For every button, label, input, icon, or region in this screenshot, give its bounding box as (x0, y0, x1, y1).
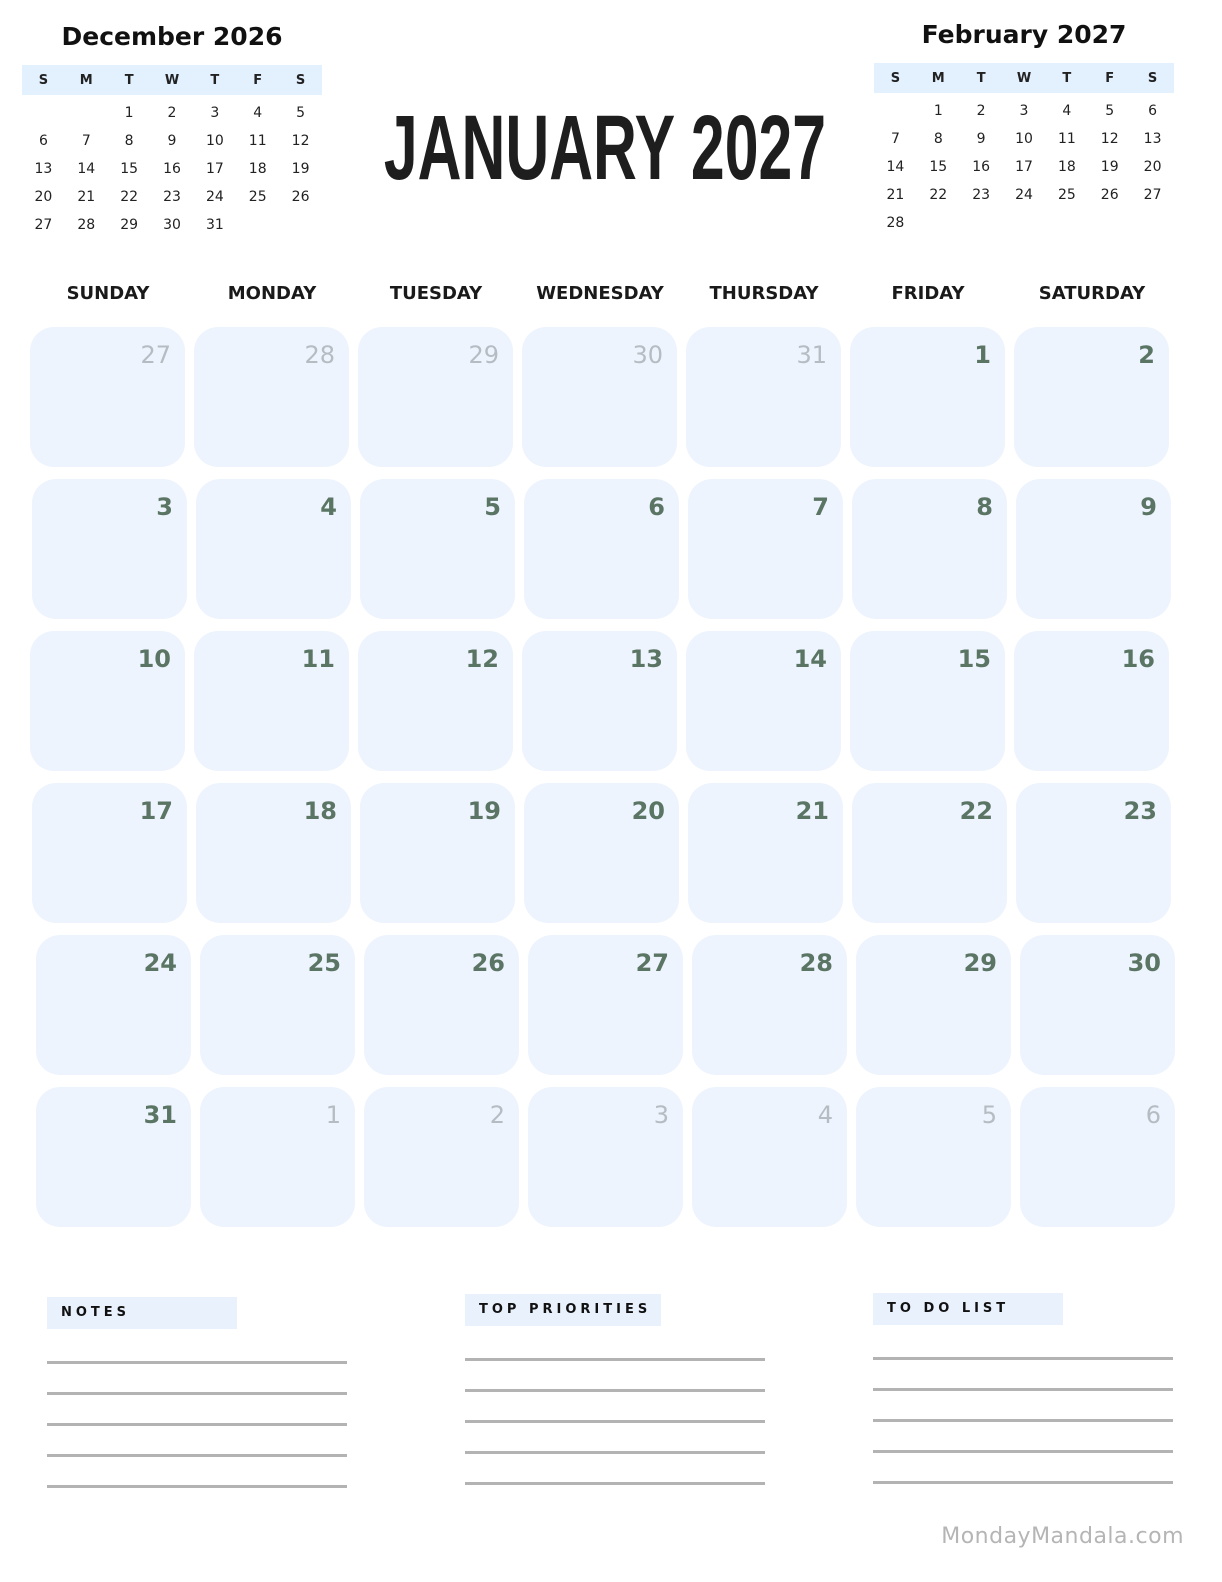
mini-day: 5 (1105, 103, 1115, 119)
todo-line[interactable] (873, 1357, 1173, 1360)
day-number: 27 (635, 949, 669, 977)
mini-day: 20 (34, 189, 53, 205)
weekday-initial: T (976, 70, 986, 86)
mini-day (874, 102, 917, 120)
day-number: 5 (484, 493, 501, 521)
day-cell[interactable] (688, 783, 843, 923)
day-cell[interactable] (686, 631, 841, 771)
mini-day: 8 (124, 133, 134, 149)
day-cell[interactable] (32, 479, 187, 619)
mini-day: 4 (253, 105, 263, 121)
brand-watermark: MondayMandala.com (941, 1524, 1184, 1549)
day-number: 20 (631, 797, 665, 825)
day-number: 5 (981, 1101, 997, 1129)
mini-day: 31 (205, 217, 224, 233)
day-number: 9 (1140, 493, 1157, 521)
priorities-line[interactable] (465, 1420, 765, 1423)
mini-day: 19 (1100, 159, 1119, 175)
day-cell[interactable] (1020, 935, 1175, 1075)
mini-calendar-december (22, 22, 322, 234)
mini-day: 27 (34, 217, 53, 233)
mini-calendar-title: February 2027 (921, 20, 1127, 49)
day-cell[interactable] (522, 631, 677, 771)
priorities-line[interactable] (465, 1358, 765, 1361)
mini-day: 26 (1100, 187, 1119, 203)
weekday-initial: M (931, 70, 945, 86)
day-number: 2 (1138, 341, 1155, 369)
mini-day: 17 (205, 161, 224, 177)
day-cell[interactable] (360, 783, 515, 923)
mini-day: 11 (248, 133, 267, 149)
day-number: 6 (648, 493, 665, 521)
day-cell[interactable] (194, 327, 349, 467)
mini-day: 26 (291, 189, 310, 205)
day-cell[interactable] (358, 327, 513, 467)
weekday-initial: F (253, 72, 263, 88)
day-number: 12 (465, 645, 499, 673)
day-number: 7 (812, 493, 829, 521)
day-cell[interactable] (524, 479, 679, 619)
weekday-header-friday: FRIDAY (891, 283, 965, 304)
mini-day: 25 (1057, 187, 1076, 203)
day-number: 14 (793, 645, 827, 673)
day-number: 4 (320, 493, 337, 521)
day-cell[interactable] (528, 935, 683, 1075)
day-cell[interactable] (196, 479, 351, 619)
day-cell[interactable] (686, 327, 841, 467)
notes-section (47, 1297, 347, 1488)
mini-calendar-days (22, 104, 322, 234)
day-cell[interactable] (200, 935, 355, 1075)
priorities-section (465, 1294, 765, 1485)
mini-day: 11 (1057, 131, 1076, 147)
mini-calendar-days (874, 102, 1174, 232)
day-number: 8 (976, 493, 993, 521)
day-number: 29 (468, 341, 499, 369)
page-title: JANUARY 2027 (383, 97, 827, 199)
day-number: 2 (489, 1101, 505, 1129)
mini-day: 21 (886, 187, 905, 203)
todo-section (873, 1293, 1173, 1484)
weekday-initial: W (164, 72, 180, 88)
priorities-line[interactable] (465, 1389, 765, 1392)
mini-day: 21 (77, 189, 96, 205)
mini-day: 22 (120, 189, 139, 205)
day-cell[interactable] (692, 1087, 847, 1227)
weekday-initial: S (890, 70, 901, 86)
mini-day: 15 (929, 159, 948, 175)
mini-day: 5 (296, 105, 306, 121)
notes-label: NOTES (47, 1297, 237, 1329)
weekday-header-saturday: SATURDAY (1038, 283, 1146, 304)
mini-day: 15 (120, 161, 139, 177)
day-number: 17 (139, 797, 173, 825)
day-cell[interactable] (856, 1087, 1011, 1227)
day-cell[interactable] (360, 479, 515, 619)
todo-line[interactable] (873, 1419, 1173, 1422)
mini-day: 10 (1015, 131, 1033, 147)
mini-day: 25 (248, 189, 267, 205)
day-cell[interactable] (856, 935, 1011, 1075)
day-number: 13 (629, 645, 663, 673)
notes-line[interactable] (47, 1361, 347, 1364)
day-cell[interactable] (852, 479, 1007, 619)
day-number: 18 (303, 797, 337, 825)
mini-day (65, 104, 108, 122)
day-cell[interactable] (1014, 631, 1169, 771)
mini-day: 8 (933, 131, 943, 147)
mini-day: 1 (124, 105, 134, 121)
day-cell[interactable] (32, 783, 187, 923)
weekday-initial: M (79, 72, 93, 88)
mini-calendar-header (22, 65, 322, 95)
day-cell[interactable] (358, 631, 513, 771)
day-number: 3 (653, 1101, 669, 1129)
mini-day: 3 (210, 105, 220, 121)
weekday-initial: S (38, 72, 49, 88)
day-cell[interactable] (850, 327, 1005, 467)
day-cell[interactable] (852, 783, 1007, 923)
mini-day: 13 (34, 161, 53, 177)
mini-day: 7 (81, 133, 91, 149)
mini-calendar-header (874, 63, 1174, 93)
notes-line[interactable] (47, 1423, 347, 1426)
day-number: 24 (143, 949, 177, 977)
day-cell[interactable] (524, 783, 679, 923)
weekday-initial: S (295, 72, 306, 88)
day-cell[interactable] (688, 479, 843, 619)
day-number: 4 (817, 1101, 833, 1129)
priorities-line[interactable] (465, 1451, 765, 1454)
day-cell[interactable] (1020, 1087, 1175, 1227)
mini-calendar-title: December 2026 (61, 22, 283, 51)
mini-day: 6 (1148, 103, 1158, 119)
weekday-header-wednesday: WEDNESDAY (536, 283, 664, 304)
day-number: 16 (1121, 645, 1155, 673)
mini-day: 9 (976, 131, 986, 147)
day-number: 27 (140, 341, 171, 369)
day-number: 28 (304, 341, 335, 369)
day-number: 19 (467, 797, 501, 825)
day-number: 21 (795, 797, 829, 825)
priorities-label: TOP PRIORITIES (465, 1294, 661, 1326)
day-cell[interactable] (36, 1087, 191, 1227)
mini-day: 4 (1062, 103, 1072, 119)
weekday-initial: T (210, 72, 220, 88)
day-cell[interactable] (200, 1087, 355, 1227)
weekday-initial: T (1062, 70, 1072, 86)
day-number: 1 (974, 341, 991, 369)
day-number: 11 (301, 645, 335, 673)
weekday-initial: S (1147, 70, 1158, 86)
todo-line[interactable] (873, 1388, 1173, 1391)
day-cell[interactable] (1016, 479, 1171, 619)
mini-day: 23 (972, 187, 991, 203)
mini-day: 23 (163, 189, 181, 205)
mini-day: 29 (120, 217, 139, 233)
day-number: 30 (632, 341, 663, 369)
mini-day: 13 (1143, 131, 1162, 147)
day-cell[interactable] (196, 783, 351, 923)
day-number: 29 (963, 949, 997, 977)
mini-day: 6 (38, 133, 48, 149)
day-number: 1 (325, 1101, 341, 1129)
weekday-initial: F (1105, 70, 1115, 86)
day-number: 30 (1127, 949, 1161, 977)
day-number: 6 (1145, 1101, 1161, 1129)
day-number: 10 (137, 645, 171, 673)
day-cell[interactable] (522, 327, 677, 467)
todo-line[interactable] (873, 1450, 1173, 1453)
mini-day: 20 (1143, 159, 1162, 175)
mini-day: 27 (1143, 187, 1162, 203)
mini-day: 30 (163, 217, 181, 233)
mini-day: 14 (886, 159, 905, 175)
mini-day: 24 (205, 189, 224, 205)
priorities-line[interactable] (465, 1482, 765, 1485)
mini-day: 16 (972, 159, 991, 175)
weekday-header-monday: MONDAY (227, 283, 317, 304)
todo-line[interactable] (873, 1481, 1173, 1484)
day-cell[interactable] (850, 631, 1005, 771)
mini-day: 2 (167, 105, 177, 121)
day-cell[interactable] (194, 631, 349, 771)
day-cell[interactable] (30, 327, 185, 467)
day-number: 31 (143, 1101, 177, 1129)
mini-day: 18 (248, 161, 267, 177)
weekday-initial: W (1016, 70, 1032, 86)
mini-day: 22 (929, 187, 948, 203)
weekday-header-sunday: SUNDAY (66, 283, 150, 304)
page-title-container (360, 98, 850, 198)
day-number: 15 (957, 645, 991, 673)
mini-day: 19 (291, 161, 310, 177)
mini-day: 10 (205, 133, 224, 149)
mini-calendar-february (874, 20, 1174, 232)
mini-day: 18 (1057, 159, 1076, 175)
notes-line[interactable] (47, 1485, 347, 1488)
day-number: 28 (799, 949, 833, 977)
mini-day: 3 (1019, 103, 1029, 119)
mini-day: 12 (1100, 131, 1119, 147)
day-cell[interactable] (692, 935, 847, 1075)
day-number: 26 (471, 949, 505, 977)
mini-day: 17 (1015, 159, 1033, 175)
mini-day: 24 (1015, 187, 1033, 203)
todo-label: TO DO LIST (873, 1293, 1063, 1325)
day-cell[interactable] (36, 935, 191, 1075)
day-number: 25 (307, 949, 341, 977)
day-cell[interactable] (1016, 783, 1171, 923)
weekday-header-tuesday: TUESDAY (389, 283, 483, 304)
day-number: 3 (156, 493, 173, 521)
mini-day: 12 (291, 133, 310, 149)
notes-line[interactable] (47, 1454, 347, 1457)
mini-day: 16 (163, 161, 181, 177)
day-cell[interactable] (1014, 327, 1169, 467)
day-number: 23 (1123, 797, 1157, 825)
mini-day: 28 (77, 217, 96, 233)
mini-day: 28 (886, 215, 905, 231)
day-number: 22 (959, 797, 993, 825)
mini-day (22, 104, 65, 122)
day-number: 31 (796, 341, 827, 369)
mini-day: 7 (890, 131, 900, 147)
day-cell[interactable] (30, 631, 185, 771)
notes-line[interactable] (47, 1392, 347, 1395)
weekday-header-thursday: THURSDAY (709, 283, 819, 304)
day-cell[interactable] (528, 1087, 683, 1227)
mini-day: 9 (167, 133, 177, 149)
weekday-initial: T (124, 72, 134, 88)
mini-day: 2 (976, 103, 986, 119)
day-cell[interactable] (364, 1087, 519, 1227)
mini-day: 1 (933, 103, 943, 119)
mini-day: 14 (77, 161, 96, 177)
day-cell[interactable] (364, 935, 519, 1075)
